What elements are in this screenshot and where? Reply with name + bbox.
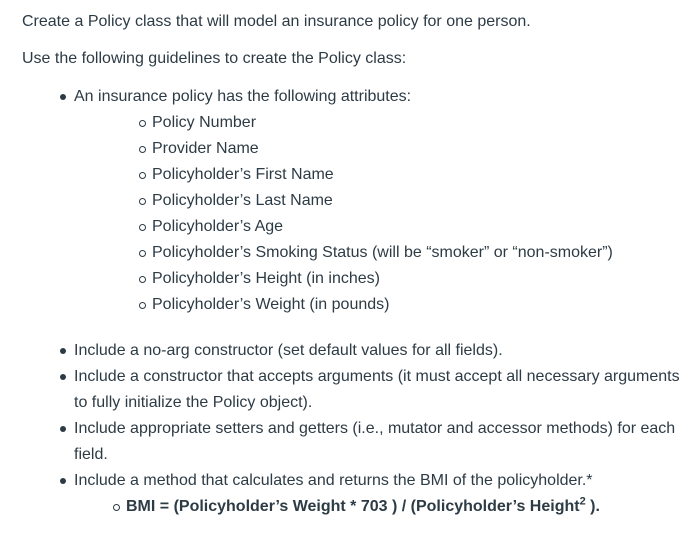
instructions-document [22,12,682,520]
list-item: Provider Name [152,136,682,162]
attributes-heading: An insurance policy has the following attributes: [74,87,412,105]
list-item: Include appropriate setters and getters (i.e., mutator and accessor methods) for each field. [74,416,682,468]
bmi-formula-suffix: ). [585,497,600,515]
guidelines-intro: Use the following guidelines to create the Policy class: [22,49,407,67]
list-item: Policyholder’s Last Name [152,188,682,214]
list-item: Include a constructor that accepts arguments (it must accept all necessary arguments to fully initialize the Policy object). [74,364,682,416]
list-item: Policyholder’s Age [152,214,682,240]
bmi-method-guideline: Include a method that calculates and returns the BMI of the policyholder.* [74,471,593,489]
intro-paragraph: Create a Policy class that will model an insurance policy for one person. [22,13,531,30]
list-item [74,84,682,338]
bmi-superscript: 2 [579,495,586,508]
guidelines-list [22,84,682,520]
bmi-formula-text: BMI = (Policyholder’s Weight * 703 ) / (Policyholder’s Height [126,497,580,515]
list-item: Policyholder’s Weight (in pounds) [152,292,682,318]
list-item: Policyholder’s First Name [152,162,682,188]
list-item: Policyholder’s Smoking Status (will be “smoker” or “non-smoker”) [152,240,682,266]
list-item [74,468,682,520]
list-item: Policy Number [152,110,682,136]
bmi-formula-list [74,494,682,520]
list-item: Include a no-arg constructor (set default values for all fields). [74,338,682,364]
bmi-formula [126,494,682,520]
attributes-list [74,110,682,318]
list-item: Policyholder’s Height (in inches) [152,266,682,292]
